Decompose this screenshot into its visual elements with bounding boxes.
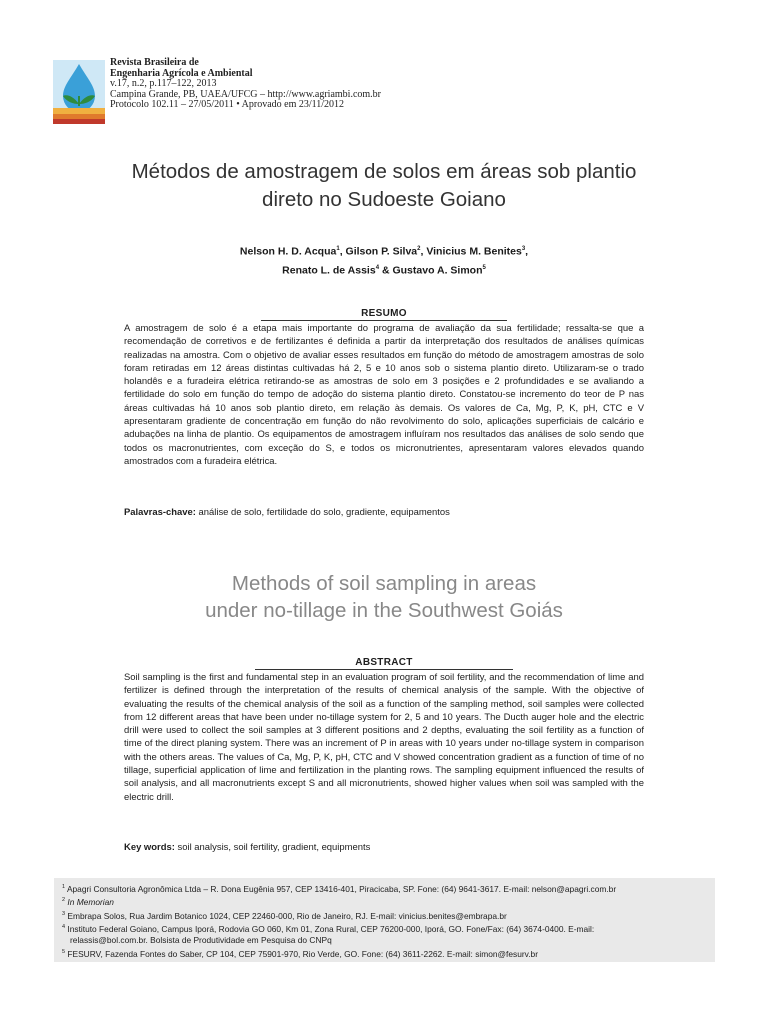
title-pt-line1: Métodos de amostragem de solos em áreas sob plantio: [131, 160, 637, 183]
journal-info: [110, 58, 381, 111]
title-en-line1: Methods of soil sampling in areas: [231, 572, 537, 595]
title-portuguese: [0, 158, 768, 214]
key-words-label: Key words:: [124, 842, 175, 853]
footnote-mark: 5: [62, 948, 66, 955]
footnote-continuation: relassis@bol.com.br. Bolsista de Produtividade em Pesquisa do CNPq: [70, 935, 332, 946]
author-name: Nelson H. D. Acqua: [239, 245, 337, 258]
footnote-mark: 4: [62, 923, 66, 930]
author-affiliation-mark: 1: [336, 246, 340, 252]
journal-protocol: Protocolo 102.11 – 27/05/2011 • Aprovado em 23/11/2012: [110, 99, 345, 110]
resumo-body: A amostragem de solo é a etapa mais importante do programa de avaliação da sua fertilidade; ressalta-se que a recomendação de corretivos e de fertilizantes é definida a partir da interpretação dos resultados de análises químicas realizadas na amostra. Com o objetivo de avaliar esses resultados em função do método de amostragem amostras de solo foram retiradas em 12 áreas distintas cultivadas há 2, 5 e 10 anos sob o sistema plantio direto. Utilizaram-se o trado holandês e a furadeira elétrica retirando-se as amostras de solo em 3 posições e 2 profundidades e se avaliando a fertilidade do solo em função do tempo de adoção do sistema plantio direto. Constatou-se incremento do teor de P nas áreas cultivadas há 10 anos sob plantio direto, em relação às demais. Os valores de Ca, Mg, P, K, pH, CTC e V apresentaram gradiente de concentração em função do não revolvimento do solo, aplicações superficiais de calcário e adubações na linha de plantio. Os equipamentos de amostragem influíram nos resultados das análises de solo sendo que todos os macronutrientes, com exceção do S, e todos os micronutrientes, apresentaram valores elevados quando amostrados com a furadeira elétrica.: [124, 323, 644, 467]
journal-location: Campina Grande, PB, UAEA/UFCG – http://www.agriambi.com.br: [110, 88, 381, 100]
title-pt-line2: direto no Sudoeste Goiano: [262, 188, 506, 211]
palavras-chave: [124, 507, 450, 518]
footnote: [62, 922, 715, 935]
author-separator: ,: [420, 245, 427, 258]
author-name: Vinicius M. Benites: [426, 245, 522, 258]
footnote: [62, 882, 715, 895]
author-affiliation-mark: 3: [521, 246, 526, 252]
journal-name-line2: Engenharia Agrícola e Ambiental: [110, 67, 253, 79]
footnote-mark: 2: [62, 897, 66, 904]
key-words: [124, 842, 370, 853]
author-separator: &: [379, 264, 393, 276]
footnote-mark: 1: [62, 884, 66, 890]
footnote-mark: 3: [62, 910, 66, 917]
abstract-heading: [0, 657, 768, 670]
journal-name-line1: Revista Brasileira de: [110, 57, 199, 68]
journal-volume: v.17, n.2, p.117–122, 2013: [110, 78, 217, 89]
footnotes-box: [54, 878, 715, 962]
title-english: [0, 570, 768, 624]
abstract-body: Soil sampling is the first and fundamental step in an evaluation program of soil fertility, and the recommendation of lime and fertilizer is defined through the interpretation of the results of chemical analysis of the sample. With the objective of evaluating the results of the chemical analysis of the soil as a function of the sampling method, soil samples were collected from 12 different areas that have been under no-tillage system for 2, 5 and 10 years. The Ducth auger hole and the electric drill were used to collect the soil samples at 3 different positions and 2 depths, evaluating the soil fertility as a function of time of the direct planing system. There was an increment of P in areas with 10 years under no-tillage system in comparison with the others areas. The values of Ca, Mg, P, K, pH, CTC and V showed concentration gradient as a function of time of no tillage, superficial application of lime and fertilization in the planting rows. The sampling equipment influenced the results of soil analysis, and all macronutrients except S and all micronutrients, showed higher values when soil was sampled with the electric drill.: [124, 672, 644, 803]
footnote-text: Apagri Consultoria Agronômica Ltda – R. Dona Eugênia 957, CEP 13416-401, Piracicaba, SP. Fone: (64) 9641-3617. E-mail: nelson@apagri.com.br: [66, 883, 617, 894]
footnote-text: Embrapa Solos, Rua Jardim Botanico 1024, CEP 22460-000, Rio de Janeiro, RJ. E-mail: vinicius.benites@embrapa.br: [67, 910, 507, 921]
authors-line2: [0, 260, 768, 279]
journal-logo: [53, 60, 105, 124]
footnote-text: Instituto Federal Goiano, Campus Iporá, Rodovia GO 060, Km 01, Zona Rural, CEP 76200-000, Iporá, GO. Fone/Fax: (64) 3674-0400. E-mail:: [67, 923, 595, 934]
authors-line1: Nelson H. D. Acqua$^1$, Gilson P. Silva$^2$, Vinicius M. Benites$^3$,: [239, 245, 529, 258]
footnote: [62, 895, 715, 908]
drop-plant-logo-icon: [53, 60, 105, 124]
palavras-chave-list: análise de solo, fertilidade do solo, gradiente, equipamentos: [198, 507, 450, 518]
author-list: [0, 241, 768, 278]
author-affiliation-mark: 5: [482, 264, 486, 271]
author-separator: ,: [339, 245, 346, 258]
author-name: Gilson P. Silva: [345, 245, 418, 258]
footnote-text: In Memorian: [67, 897, 114, 908]
footnote: [62, 909, 715, 922]
abstract-heading-text: ABSTRACT: [255, 657, 512, 670]
author-name: Gustavo A. Simon: [392, 264, 483, 276]
key-words-list: soil analysis, soil fertility, gradient, equipments: [177, 842, 371, 853]
footnote: [62, 947, 715, 960]
author-affiliation-mark: 4: [375, 264, 380, 271]
title-en-line2: under no-tillage in the Southwest Goiás: [205, 599, 563, 622]
footnote-text: FESURV, Fazenda Fontes do Saber, CP 104, CEP 75901-970, Rio Verde, GO. Fone: (64) 3611-2262. E-mail: simon@fesurv.br: [67, 948, 539, 959]
palavras-chave-label: Palavras-chave:: [124, 507, 196, 518]
author-name: Renato L. de Assis: [282, 264, 376, 276]
resumo-heading: [0, 308, 768, 321]
resumo-heading-text: RESUMO: [261, 308, 507, 321]
author-affiliation-mark: 2: [417, 246, 421, 252]
